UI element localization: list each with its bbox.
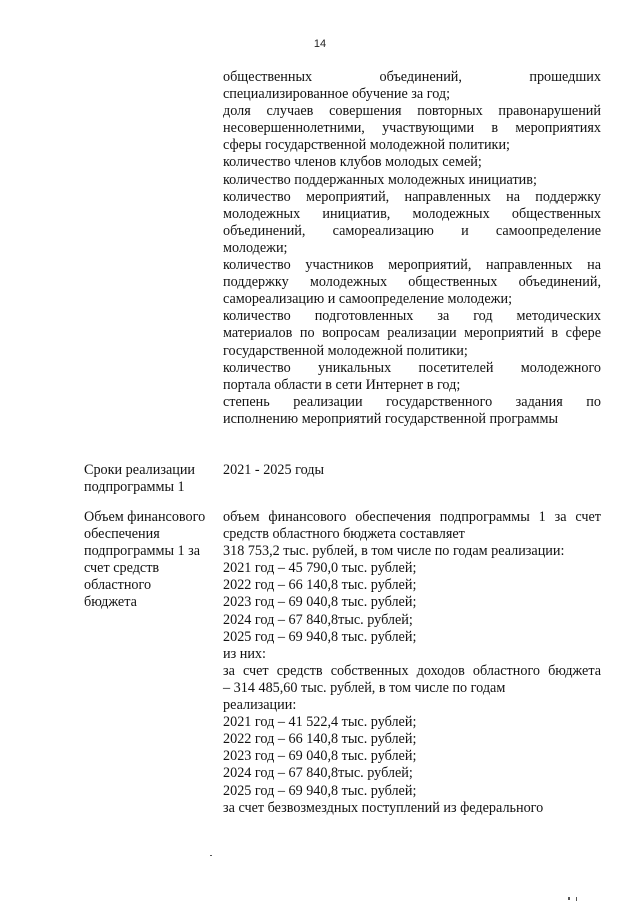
text-line: количество поддержанных молодежных инициатив; [223,171,537,188]
text-line: Объем финансового [84,509,206,525]
text-line: подпрограммы 1 [84,479,185,496]
text-line: специализированное обучение за год; [223,86,451,103]
text-line: 2021 год – 41 522,4 тыс. рублей; [223,714,417,731]
text-line: 2024 год – 67 840,8тыс. рублей; [223,765,413,782]
text-line: 2021 год – 45 790,0 тыс. рублей; [223,560,417,577]
text-line: степень реализации государственного задания по [223,393,601,410]
text-line: бюджета [84,594,137,611]
text-line: счет средств [84,560,160,577]
text-line: количество мероприятий, направленных на поддержку [223,188,601,205]
text-line: 2022 год – 66 140,8 тыс. рублей; [223,731,417,748]
scan-mark [568,897,570,900]
text-line: объединений, самореализацию и самоопределение [223,222,601,239]
text-line: материалов по вопросам реализации мероприятий в сфере [223,325,601,342]
srok-label [84,462,218,496]
text-line: средств областного бюджета составляет [223,526,465,543]
scan-mark [210,855,212,856]
text-line: за счет безвозмездных поступлений из федерального [223,799,544,816]
text-line: из них: [223,645,266,662]
text-line: количество подготовленных за год методических [223,308,601,325]
text-line: реализации: [223,697,297,714]
scan-mark [576,897,577,901]
text-line: 2025 год – 69 940,8 тыс. рублей; [223,782,417,799]
obem-label [84,509,218,612]
financing-details [223,509,601,817]
text-line: 2022 год – 66 140,8 тыс. рублей; [223,577,417,594]
text-line: объем финансового обеспечения подпрограммы 1 за счет [223,509,601,525]
text-line: областного [84,577,152,594]
text-line: количество участников мероприятий, направленных на [223,257,601,274]
text-line: обеспечения [84,526,160,543]
text-line: 2023 год – 69 040,8 тыс. рублей; [223,594,417,611]
text-line: портала области в сети Интернет в год; [223,376,461,393]
text-line: молодежи; [223,239,288,256]
text-line: общественных объединений, прошедших [223,69,601,85]
srok-value: 2021 - 2025 годы [223,462,325,478]
text-line: сферы государственной молодежной политики; [223,137,510,154]
text-line: количество уникальных посетителей молодежного [223,359,601,376]
text-line: доля случаев совершения повторных правонарушений [223,103,601,120]
text-line: – 314 485,60 тыс. рублей, в том числе по годам [223,679,506,696]
text-line: 2023 год – 69 040,8 тыс. рублей; [223,748,417,765]
text-line: государственной молодежной политики; [223,342,468,359]
text-line: подпрограммы 1 за [84,543,201,560]
text-line: самореализацию и самоопределение молодежи; [223,291,513,308]
text-line: 2025 год – 69 940,8 тыс. рублей; [223,628,417,645]
page-number: 14 [313,38,327,50]
text-line: исполнению мероприятий государственной программы [223,410,559,427]
text-line: Сроки реализации [84,462,196,478]
text-line: 318 753,2 тыс. рублей, в том числе по годам реализации: [223,543,565,560]
text-line: несовершеннолетними, участвующими в мероприятиях [223,120,601,137]
indicators-list [223,69,601,428]
text-line: за счет средств собственных доходов областного бюджета [223,662,601,679]
text-line: молодежных инициатив, молодежных общественных [223,205,601,222]
text-line: 2024 год – 67 840,8тыс. рублей; [223,611,413,628]
text-line: поддержку молодежных общественных объединений, [223,274,601,291]
text-line: количество членов клубов молодых семей; [223,154,482,171]
